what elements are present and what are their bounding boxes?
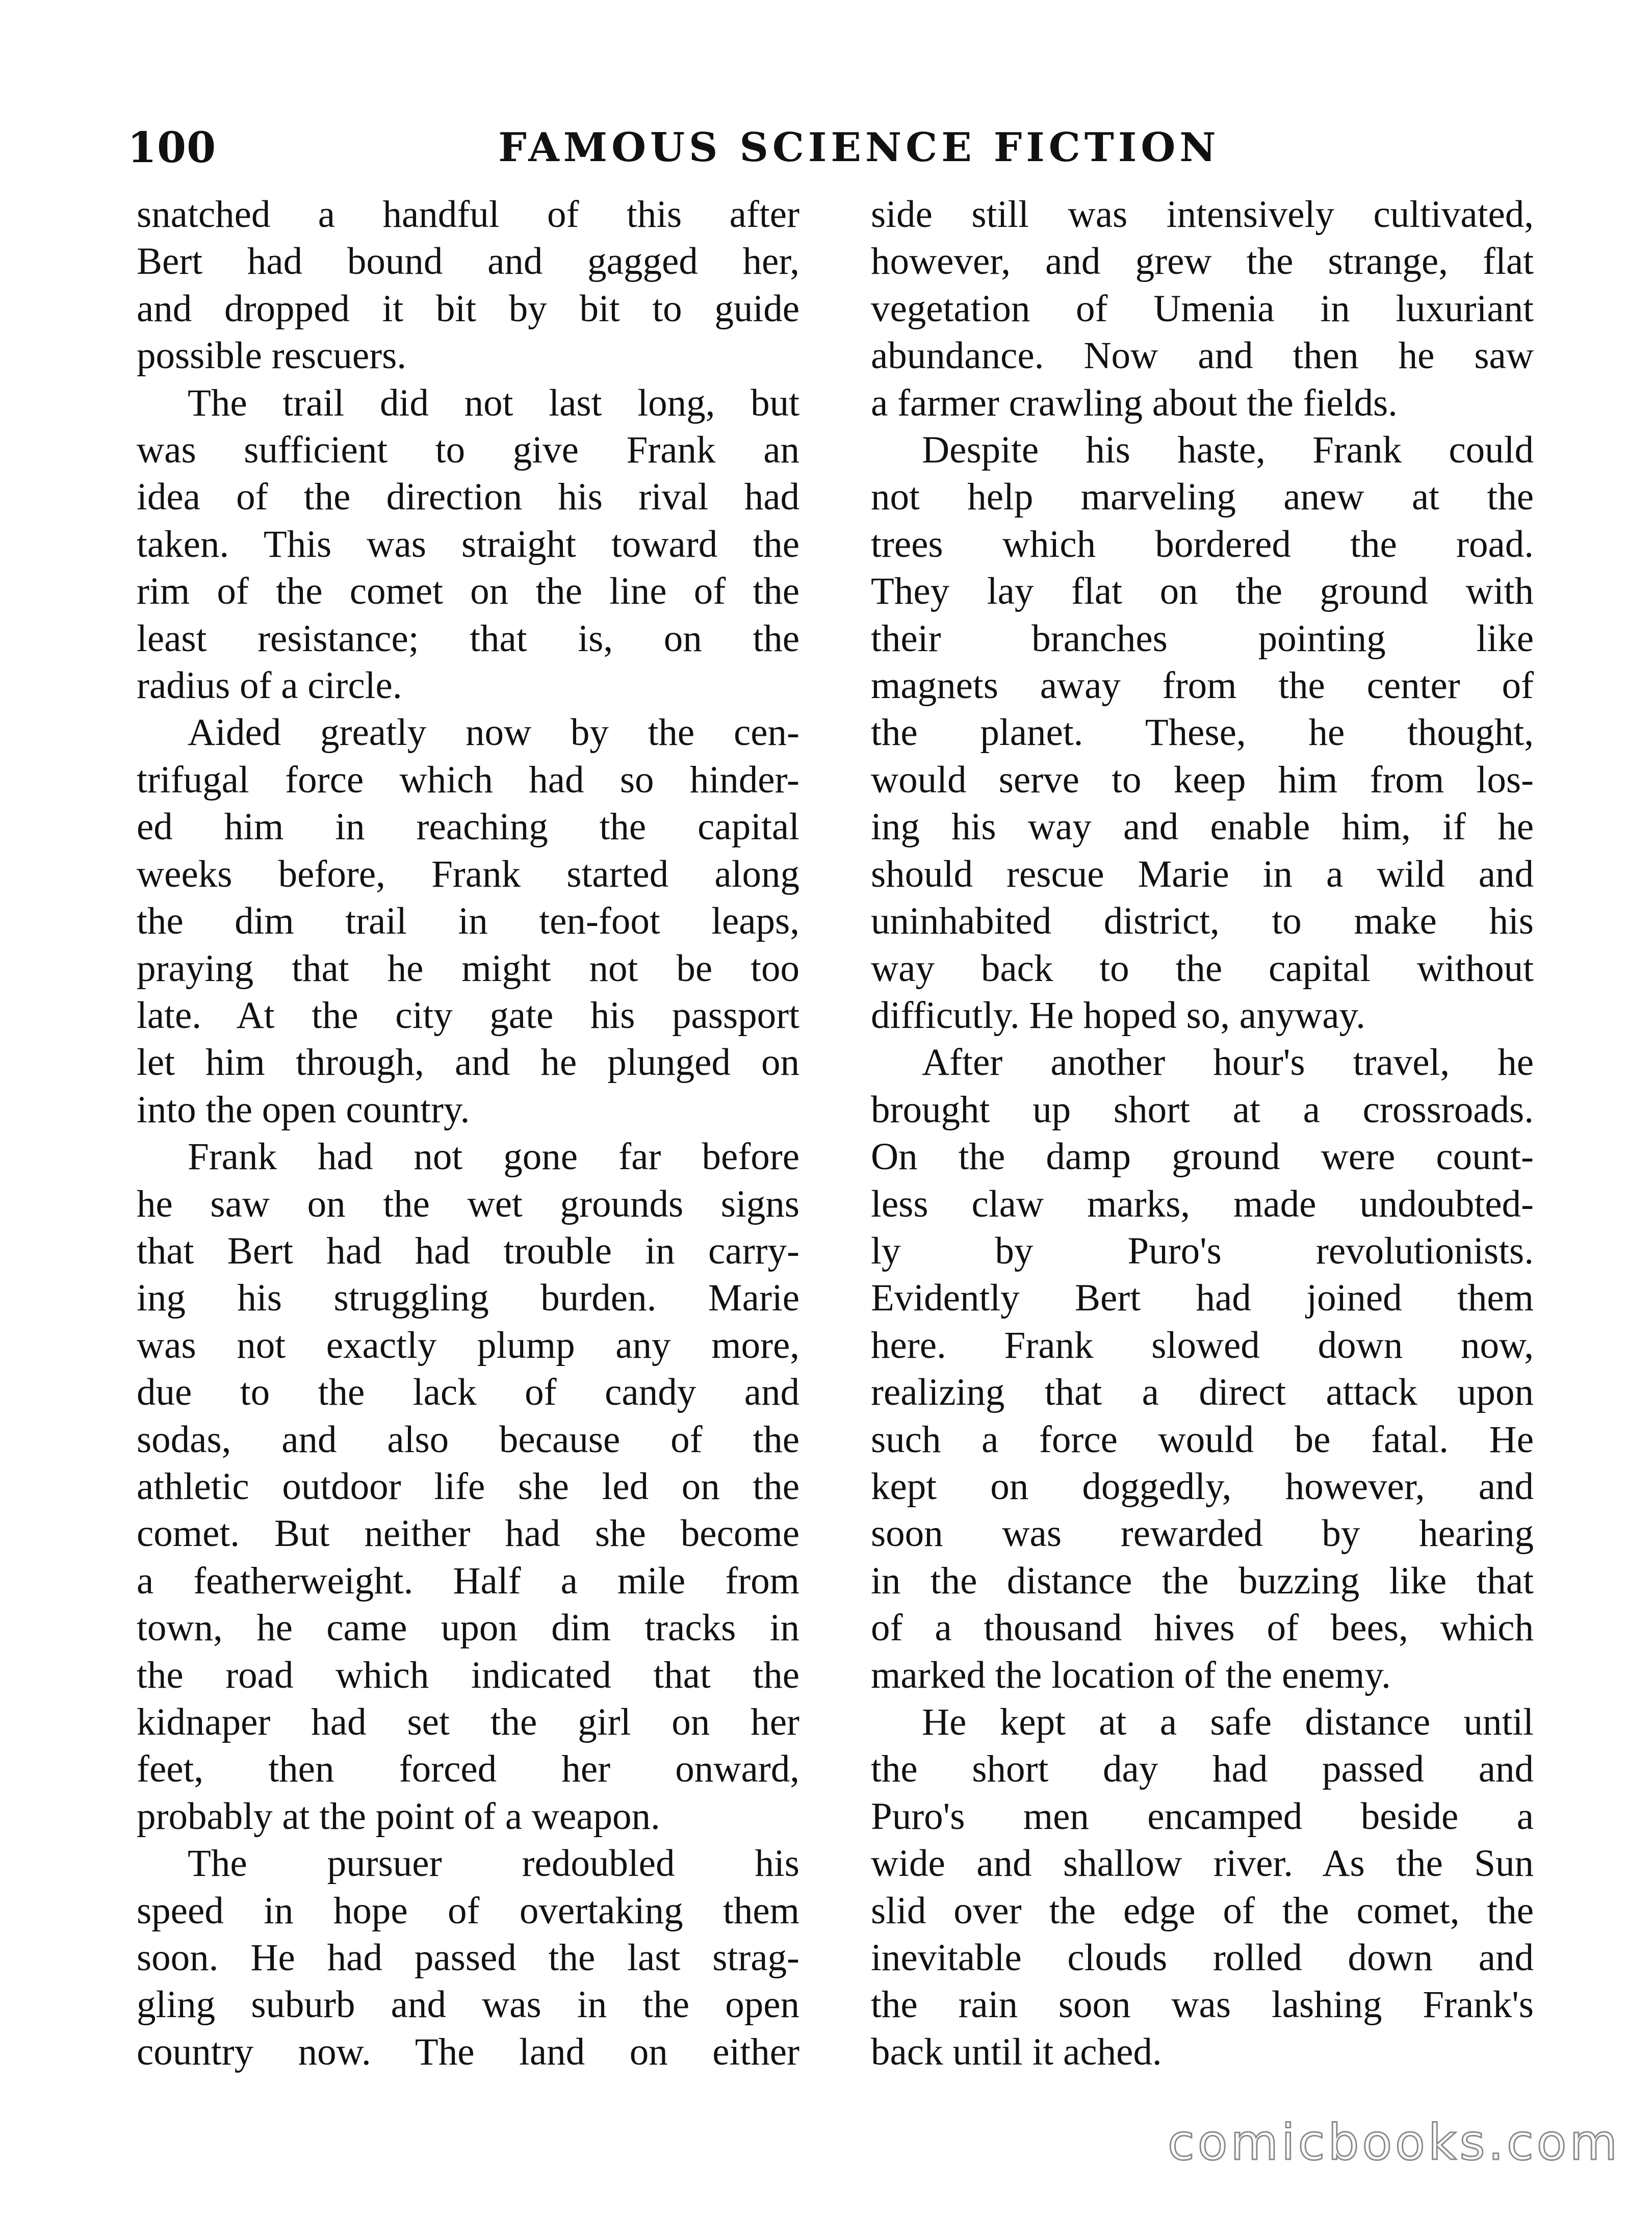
text-line: he saw on the wet grounds signs xyxy=(137,1182,799,1225)
text-line: praying that he might not be too xyxy=(137,947,799,990)
text-line: way back to the capital without xyxy=(871,947,1534,990)
text-line: possible rescuers. xyxy=(137,334,407,377)
text-line: less claw marks, made undoubted- xyxy=(871,1182,1534,1225)
text-line: kidnaper had set the girl on her xyxy=(137,1701,799,1743)
text-line: trifugal force which had so hinder- xyxy=(137,758,799,801)
text-line: the short day had passed and xyxy=(871,1748,1534,1791)
text-line: athletic outdoor life she led on the xyxy=(137,1465,799,1508)
text-line: comet. But neither had she become xyxy=(137,1512,799,1555)
text-line: was sufficient to give Frank an xyxy=(137,429,799,472)
text-line: brought up short at a crossroads. xyxy=(871,1088,1534,1131)
text-line: abundance. Now and then he saw xyxy=(871,334,1534,377)
text-line: country now. The land on either xyxy=(137,2030,799,2073)
text-line: gling suburb and was in the open xyxy=(137,1983,799,2026)
text-line: trees which bordered the road. xyxy=(871,523,1534,565)
text-line: magnets away from the center of xyxy=(871,664,1534,707)
text-line: probably at the point of a weapon. xyxy=(137,1795,660,1838)
text-line: here. Frank slowed down now, xyxy=(871,1324,1534,1366)
text-line: a featherweight. Half a mile from xyxy=(137,1559,799,1602)
text-line: uninhabited district, to make his xyxy=(871,900,1534,943)
text-line: their branches pointing like xyxy=(871,617,1534,660)
text-line: After another hour's travel, he xyxy=(922,1041,1534,1084)
text-line: Despite his haste, Frank could xyxy=(922,429,1534,472)
running-title: FAMOUS SCIENCE FICTION xyxy=(498,124,1220,171)
text-line: late. At the city gate his passport xyxy=(137,994,799,1037)
text-line: of a thousand hives of bees, which xyxy=(871,1607,1534,1649)
text-line: back until it ached. xyxy=(871,2030,1162,2073)
text-line: snatched a handful of this after xyxy=(137,193,799,236)
text-line: realizing that a direct attack upon xyxy=(871,1371,1534,1414)
text-line: was not exactly plump any more, xyxy=(137,1324,799,1366)
text-line: ing his struggling burden. Marie xyxy=(137,1277,799,1320)
text-line: such a force would be fatal. He xyxy=(871,1418,1534,1461)
text-line: difficutly. He hoped so, anyway. xyxy=(871,994,1365,1037)
text-line: ly by Puro's revolutionists. xyxy=(871,1229,1534,1272)
text-line: town, he came upon dim tracks in xyxy=(137,1607,799,1649)
text-line: and dropped it bit by bit to guide xyxy=(137,287,799,330)
text-line: idea of the direction his rival had xyxy=(137,476,799,519)
text-line: kept on doggedly, however, and xyxy=(871,1465,1534,1508)
text-line: wide and shallow river. As the Sun xyxy=(871,1842,1534,1885)
watermark: comicbooks.com xyxy=(1167,2114,1620,2171)
text-line: He kept at a safe distance until xyxy=(922,1701,1534,1743)
text-line: soon was rewarded by hearing xyxy=(871,1512,1534,1555)
text-line: that Bert had had trouble in carry- xyxy=(137,1229,799,1272)
text-line: The trail did not last long, but xyxy=(188,381,799,424)
text-line: marked the location of the enemy. xyxy=(871,1654,1391,1696)
text-line: weeks before, Frank started along xyxy=(137,853,799,895)
text-line: however, and grew the strange, flat xyxy=(871,240,1534,283)
text-line: the dim trail in ten-foot leaps, xyxy=(137,900,799,943)
text-line: slid over the edge of the comet, the xyxy=(871,1889,1534,1932)
text-line: let him through, and he plunged on xyxy=(137,1041,799,1084)
page-header xyxy=(127,120,1530,176)
left-text-column xyxy=(137,191,799,2076)
text-line: least resistance; that is, on the xyxy=(137,617,799,660)
text-line: Frank had not gone far before xyxy=(188,1136,799,1178)
text-line: speed in hope of overtaking them xyxy=(137,1889,799,1932)
text-line: the rain soon was lashing Frank's xyxy=(871,1983,1534,2026)
text-line: soon. He had passed the last strag- xyxy=(137,1937,799,1979)
text-line: inevitable clouds rolled down and xyxy=(871,1937,1534,1979)
text-line: would serve to keep him from los- xyxy=(871,758,1534,801)
page-number: 100 xyxy=(127,123,217,172)
text-line: Evidently Bert had joined them xyxy=(871,1277,1534,1320)
text-line: The pursuer redoubled his xyxy=(188,1842,799,1885)
text-line: feet, then forced her onward, xyxy=(137,1748,799,1791)
text-line: a farmer crawling about the fields. xyxy=(871,381,1398,424)
text-line: radius of a circle. xyxy=(137,664,402,707)
text-line: Puro's men encamped beside a xyxy=(871,1795,1534,1838)
text-line: vegetation of Umenia in luxuriant xyxy=(871,287,1534,330)
text-line: side still was intensively cultivated, xyxy=(871,193,1534,236)
text-line: taken. This was straight toward the xyxy=(137,523,799,565)
text-line: ed him in reaching the capital xyxy=(137,806,799,848)
right-text-column xyxy=(871,191,1534,2076)
text-line: ing his way and enable him, if he xyxy=(871,806,1534,848)
text-line: On the damp ground were count- xyxy=(871,1136,1534,1178)
text-line: rim of the comet on the line of the xyxy=(137,570,799,613)
text-line: Aided greatly now by the cen- xyxy=(188,711,799,754)
text-line: into the open country. xyxy=(137,1088,470,1131)
text-line: Bert had bound and gagged her, xyxy=(137,240,799,283)
text-line: in the distance the buzzing like that xyxy=(871,1559,1534,1602)
text-line: should rescue Marie in a wild and xyxy=(871,853,1534,895)
text-line: They lay flat on the ground with xyxy=(871,570,1534,613)
text-line: not help marveling anew at the xyxy=(871,476,1534,519)
text-line: the road which indicated that the xyxy=(137,1654,799,1696)
text-line: sodas, and also because of the xyxy=(137,1418,799,1461)
text-line: the planet. These, he thought, xyxy=(871,711,1534,754)
text-line: due to the lack of candy and xyxy=(137,1371,799,1414)
